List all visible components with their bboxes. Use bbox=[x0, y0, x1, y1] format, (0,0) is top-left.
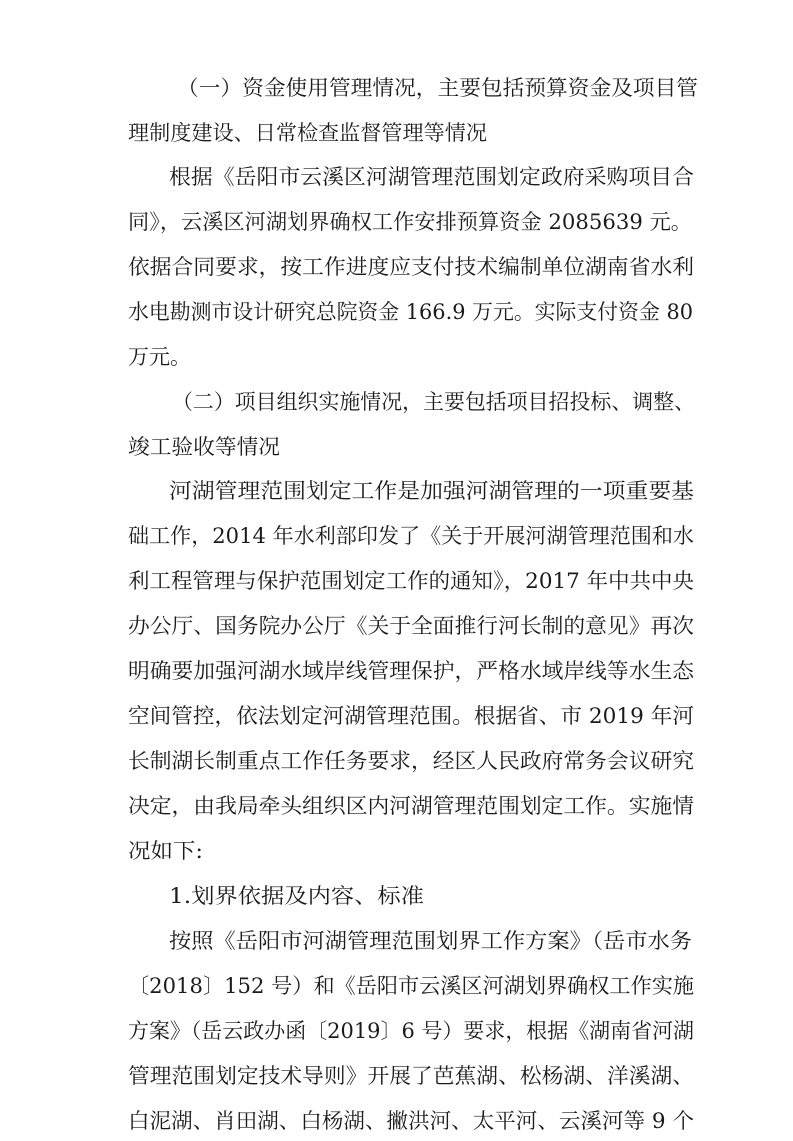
text-line bbox=[128, 292, 793, 332]
text-line-content: 根据《岳阳市云溪区河湖管理范围划定政府采购项目合 bbox=[169, 165, 694, 189]
text-line bbox=[128, 516, 793, 556]
text-line bbox=[128, 1101, 793, 1141]
text-line bbox=[128, 786, 793, 826]
text-line-content: （二）项目组织实施情况，主要包括项目招投标、调整、 bbox=[172, 390, 695, 414]
text-line bbox=[169, 471, 793, 511]
text-line-content: 〔2018〕152 号）和《岳阳市云溪区河湖划界确权工作实施 bbox=[128, 974, 694, 998]
text-line-content: 办公厅、国务院办公厅《关于全面推行河长制的意见》再次 bbox=[128, 614, 694, 638]
text-line-content: 空间管控，依法划定河湖管理范围。根据省、市 2019 年河 bbox=[128, 704, 694, 728]
text-line bbox=[128, 337, 793, 377]
text-line-content: 万元。 bbox=[128, 345, 191, 369]
text-line bbox=[177, 68, 793, 108]
text-line bbox=[169, 157, 793, 197]
text-line-content: 利工程管理与保护范围划定工作的通知》，2017 年中共中央 bbox=[128, 569, 694, 593]
text-line-content: 1.划界依据及内容、标准 bbox=[169, 884, 424, 908]
text-line bbox=[128, 247, 793, 287]
text-line bbox=[128, 113, 793, 153]
text-line-content: 理制度建设、日常检查监督管理等情况 bbox=[128, 121, 487, 145]
text-line-content: 河湖管理范围划定工作是加强河湖管理的一项重要基 bbox=[169, 479, 694, 503]
text-line bbox=[128, 741, 793, 781]
text-line bbox=[169, 921, 793, 961]
text-line-content: 础工作，2014 年水利部印发了《关于开展河湖管理范围和水 bbox=[128, 524, 694, 548]
text-line bbox=[128, 427, 793, 467]
text-line bbox=[128, 1011, 793, 1051]
text-line bbox=[128, 202, 793, 242]
text-line-content: 白泥湖、肖田湖、白杨湖、撇洪河、太平河、云溪河等 9 个 bbox=[128, 1109, 694, 1133]
text-line-content: 明确要加强河湖水域岸线管理保护，严格水域岸线等水生态 bbox=[128, 659, 694, 683]
text-line-content: 决定，由我局牵头组织区内河湖管理范围划定工作。实施情 bbox=[128, 794, 694, 818]
text-line-content: 竣工验收等情况 bbox=[128, 435, 280, 459]
text-line-content: 水电勘测市设计研究总院资金 166.9 万元。实际支付资金 80 bbox=[128, 300, 693, 324]
text-line-content: 况如下: bbox=[128, 839, 203, 863]
text-line-content: 同》，云溪区河湖划界确权工作安排预算资金 2085639 元。 bbox=[128, 210, 692, 234]
text-line bbox=[128, 831, 793, 871]
text-line bbox=[128, 606, 793, 646]
text-line bbox=[128, 561, 793, 601]
text-line bbox=[128, 651, 793, 691]
text-line bbox=[128, 966, 793, 1006]
text-line-content: 长制湖长制重点工作任务要求，经区人民政府常务会议研究 bbox=[128, 749, 694, 773]
text-line bbox=[128, 1056, 793, 1096]
text-line-content: 管理范围划定技术导则》开展了芭蕉湖、松杨湖、洋溪湖、 bbox=[128, 1064, 694, 1088]
text-line bbox=[172, 382, 793, 422]
text-line-content: 依据合同要求，按工作进度应支付技术编制单位湖南省水利 bbox=[128, 255, 694, 279]
text-line-content: 方案》（岳云政办函〔2019〕6 号）要求，根据《湖南省河湖 bbox=[128, 1019, 694, 1043]
text-line bbox=[128, 696, 793, 736]
text-line-content: 按照《岳阳市河湖管理范围划界工作方案》（岳市水务 bbox=[169, 929, 692, 953]
text-line-content: （一）资金使用管理情况，主要包括预算资金及项目管 bbox=[177, 76, 698, 100]
text-line bbox=[169, 876, 793, 916]
